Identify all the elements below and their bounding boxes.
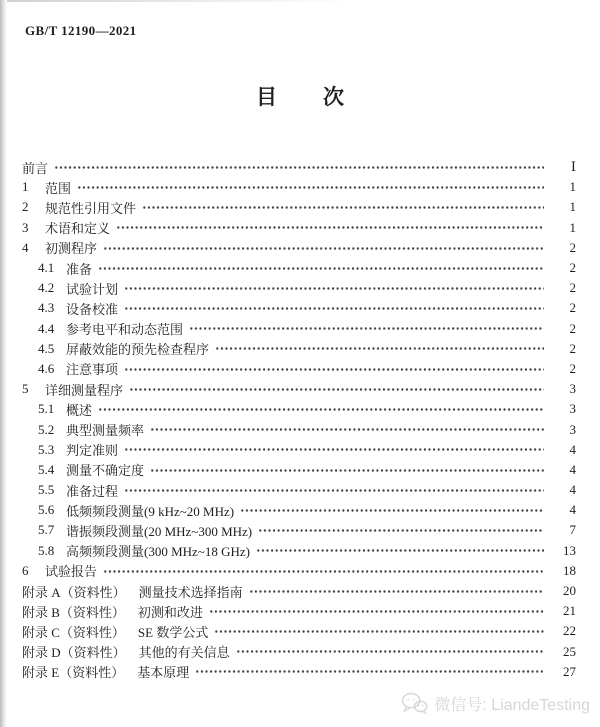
toc-entry-number: 附录 E（资料性） xyxy=(22,665,125,681)
toc-row xyxy=(22,399,576,419)
toc-entry-label: 高频频段测量(300 MHz~18 GHz) xyxy=(66,544,250,560)
toc-entry-label: 准备过程 xyxy=(66,483,119,499)
toc-entry-page: 13 xyxy=(563,542,576,558)
toc-entry-label: 初测和改进 xyxy=(137,604,203,620)
toc-entry-page: 2 xyxy=(569,340,576,356)
toc-entry-label: 概述 xyxy=(66,402,93,418)
page-title-char-2: 次 xyxy=(323,85,344,109)
toc-entry-number: 5.6 xyxy=(38,502,55,518)
dot-leader xyxy=(124,440,544,460)
toc-entry-page: 1 xyxy=(569,179,576,195)
toc-entry-label: 试验报告 xyxy=(45,564,98,580)
toc-entry-page: 4 xyxy=(569,441,576,457)
toc-entry-page: 2 xyxy=(569,280,576,296)
toc-entry-number: 5.2 xyxy=(38,421,55,437)
toc-entry-page: 25 xyxy=(563,643,576,659)
toc-entry-label: 范围 xyxy=(45,180,72,196)
dot-leader xyxy=(124,480,544,500)
dot-leader xyxy=(249,581,544,601)
toc-entry-label: 典型测量频率 xyxy=(66,423,145,439)
toc-entry-page: 7 xyxy=(569,522,576,538)
toc-entry-number: 5.5 xyxy=(38,482,55,498)
toc-entry-number: 4.4 xyxy=(38,320,55,336)
toc-entry-page: Ⅰ xyxy=(570,159,576,175)
toc-row xyxy=(22,662,576,682)
standard-number: GB/T 12190—2021 xyxy=(25,23,137,38)
toc-entry-label: 谐振频段测量(20 MHz~300 MHz) xyxy=(66,523,253,539)
toc-entry-page: 4 xyxy=(569,502,576,518)
toc-entry-page: 3 xyxy=(569,401,576,417)
dot-leader xyxy=(142,197,544,217)
dot-leader xyxy=(240,500,544,520)
toc-entry-label: 注意事项 xyxy=(66,362,119,378)
dot-leader xyxy=(189,319,544,339)
toc-entry-page: 22 xyxy=(563,623,576,639)
page-title xyxy=(0,81,600,111)
toc-entry-label: SE 数学公式 xyxy=(137,624,209,640)
watermark xyxy=(401,692,590,715)
toc-row xyxy=(22,157,576,177)
toc-row xyxy=(22,480,576,500)
toc-row xyxy=(22,238,576,258)
toc-entry-page: 1 xyxy=(569,219,576,235)
dot-leader xyxy=(214,621,544,641)
dot-leader xyxy=(236,642,544,662)
toc-entry-number: 5 xyxy=(22,381,29,397)
toc-entry-number: 2 xyxy=(22,199,29,215)
toc-row xyxy=(22,460,576,480)
toc-row xyxy=(22,500,576,520)
toc-entry-label: 设备校准 xyxy=(66,301,119,317)
toc-entry-page: 18 xyxy=(563,562,576,578)
toc-entry-number: 4.1 xyxy=(38,260,55,276)
toc-entry-label: 术语和定义 xyxy=(45,221,111,237)
watermark-text: 微信号: LiandeTesting xyxy=(434,697,590,714)
toc-entry-page: 27 xyxy=(563,663,576,679)
toc-row xyxy=(22,218,576,238)
dot-leader xyxy=(54,157,544,177)
wechat-icon xyxy=(401,692,428,715)
toc-entry-number: 5.7 xyxy=(38,522,55,538)
toc-row xyxy=(22,278,576,298)
toc-row xyxy=(22,298,576,318)
dot-leader xyxy=(98,258,544,278)
toc-entry-page: 2 xyxy=(569,300,576,316)
page-scan-edge-top xyxy=(7,0,352,2)
dot-leader xyxy=(195,662,544,682)
toc-entry-label: 屏蔽效能的预先检查程序 xyxy=(66,342,210,358)
toc-entry-label: 基本原理 xyxy=(137,665,190,681)
toc-entry-number: 附录 B（资料性） xyxy=(22,604,125,620)
dot-leader xyxy=(150,460,544,480)
toc-entry-number: 附录 A（资料性） xyxy=(22,584,126,600)
toc-entry-number: 5.4 xyxy=(38,461,55,477)
toc-row xyxy=(22,581,576,601)
toc-row xyxy=(22,541,576,561)
dot-leader xyxy=(150,419,544,439)
toc-entry-number: 6 xyxy=(22,562,29,578)
toc-entry-label: 试验计划 xyxy=(66,281,119,297)
toc-entry-number: 附录 C（资料性） xyxy=(22,624,125,640)
toc-row xyxy=(22,258,576,278)
page-title-char-1: 目 xyxy=(256,85,277,109)
toc-row xyxy=(22,621,576,641)
toc-row xyxy=(22,642,576,662)
dot-leader xyxy=(215,339,544,359)
toc-entry-page: 4 xyxy=(569,482,576,498)
toc-row xyxy=(22,561,576,581)
toc-row xyxy=(22,419,576,439)
toc-entry-label: 判定准则 xyxy=(66,443,119,459)
dot-leader xyxy=(124,359,544,379)
toc-entry-label: 规范性引用文件 xyxy=(45,200,137,216)
dot-leader xyxy=(258,520,544,540)
toc-list xyxy=(22,157,576,682)
toc-entry-label: 前言 xyxy=(22,160,49,176)
toc-entry-page: 3 xyxy=(569,421,576,437)
toc-entry-label: 详细测量程序 xyxy=(45,382,124,398)
dot-leader xyxy=(129,379,544,399)
toc-entry-page: 2 xyxy=(569,260,576,276)
toc-entry-page: 1 xyxy=(569,199,576,215)
toc-entry-page: 2 xyxy=(569,360,576,376)
toc-entry-label: 低频频段测量(9 kHz~20 MHz) xyxy=(66,503,235,519)
dot-leader xyxy=(209,601,544,621)
toc-entry-number: 4 xyxy=(22,239,29,255)
dot-leader xyxy=(124,298,544,318)
toc-entry-number: 5.3 xyxy=(38,441,55,457)
toc-row xyxy=(22,520,576,540)
toc-entry-page: 4 xyxy=(569,461,576,477)
dot-leader xyxy=(103,238,544,258)
toc-entry-page: 2 xyxy=(569,320,576,336)
toc-entry-number: 1 xyxy=(22,179,29,195)
toc-entry-page: 21 xyxy=(563,603,576,619)
toc-row xyxy=(22,197,576,217)
toc-entry-number: 5.8 xyxy=(38,542,55,558)
toc-entry-page: 2 xyxy=(569,239,576,255)
dot-leader xyxy=(116,218,544,238)
toc-entry-label: 测量技术选择指南 xyxy=(138,584,243,600)
toc-row xyxy=(22,177,576,197)
toc-row xyxy=(22,379,576,399)
toc-entry-label: 初测程序 xyxy=(45,241,98,257)
dot-leader xyxy=(98,399,544,419)
dot-leader xyxy=(256,541,544,561)
toc-entry-label: 准备 xyxy=(66,261,93,277)
toc-entry-page: 20 xyxy=(563,583,576,599)
toc-entry-number: 4.6 xyxy=(38,360,55,376)
toc-entry-number: 4.2 xyxy=(38,280,55,296)
toc-entry-label: 参考电平和动态范围 xyxy=(66,322,184,338)
toc-entry-number: 附录 D（资料性） xyxy=(22,645,126,661)
dot-leader xyxy=(124,278,544,298)
toc-entry-number: 3 xyxy=(22,219,29,235)
dot-leader xyxy=(77,177,544,197)
toc-entry-number: 5.1 xyxy=(38,401,55,417)
toc-entry-number: 4.5 xyxy=(38,340,55,356)
toc-entry-page: 3 xyxy=(569,381,576,397)
toc-entry-label: 测量不确定度 xyxy=(66,463,145,479)
toc-entry-label: 其他的有关信息 xyxy=(138,645,230,661)
toc-entry-number: 4.3 xyxy=(38,300,55,316)
toc-row xyxy=(22,319,576,339)
dot-leader xyxy=(103,561,544,581)
toc-row xyxy=(22,601,576,621)
toc-row xyxy=(22,359,576,379)
toc-row xyxy=(22,440,576,460)
toc-row xyxy=(22,339,576,359)
